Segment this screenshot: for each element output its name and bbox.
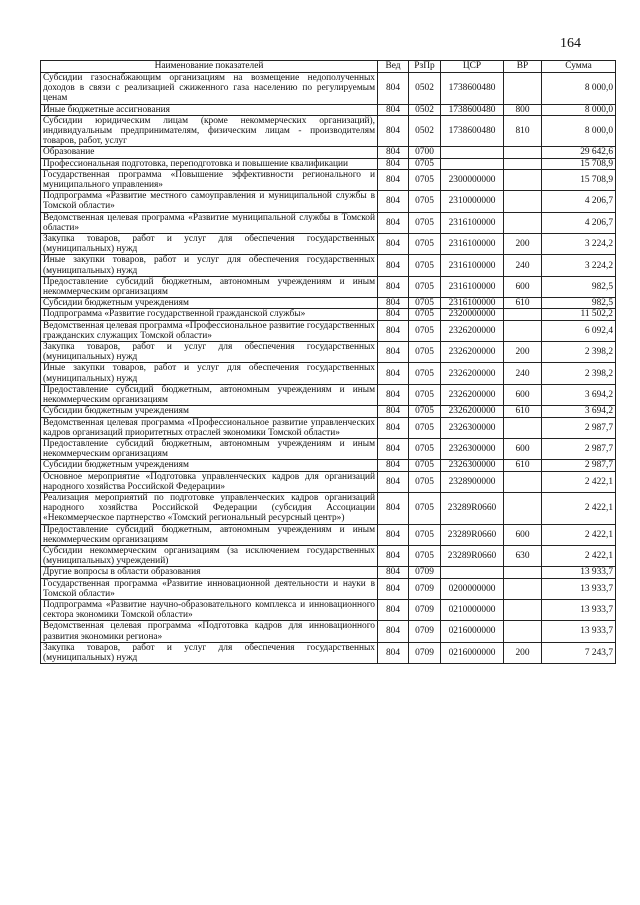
row-name: Закупка товаров, работ и услуг для обеспечения государственных (муниципальных) нужд — [41, 642, 378, 663]
row-vr: 610 — [504, 298, 542, 309]
row-sum: 4 206,7 — [542, 212, 616, 233]
row-name: Ведомственная целевая программа «Развитие муниципальной службы в Томской области» — [41, 212, 378, 233]
table-row — [41, 471, 616, 492]
row-csr: 0200000000 — [441, 578, 504, 599]
row-ved: 804 — [378, 384, 409, 405]
row-vr — [504, 212, 542, 233]
row-sum: 3 694,2 — [542, 406, 616, 417]
row-vr — [504, 471, 542, 492]
table-row — [41, 599, 616, 620]
table-row — [41, 363, 616, 384]
row-csr: 2300000000 — [441, 169, 504, 190]
row-vr: 610 — [504, 460, 542, 471]
row-name: Подпрограмма «Развитие научно-образовательного комплекса и инновационного сектора экономики Томской области» — [41, 599, 378, 620]
table-row — [41, 320, 616, 341]
row-vr: 600 — [504, 524, 542, 545]
row-ved: 804 — [378, 438, 409, 459]
row-ved: 804 — [378, 642, 409, 663]
row-name: Предоставление субсидий бюджетным, автономным учреждениям и иным некоммерческим организациям — [41, 438, 378, 459]
row-vr — [504, 621, 542, 642]
row-vr — [504, 417, 542, 438]
row-ved: 804 — [378, 406, 409, 417]
row-csr: 23289R0660 — [441, 492, 504, 524]
row-name: Предоставление субсидий бюджетным, автономным учреждениям и иным некоммерческим организациям — [41, 524, 378, 545]
row-ved: 804 — [378, 276, 409, 297]
row-vr: 240 — [504, 363, 542, 384]
row-name: Образование — [41, 147, 378, 158]
header-sum: Сумма — [542, 61, 616, 73]
row-name: Подпрограмма «Развитие местного самоуправления и муниципальной службы в Томской области» — [41, 191, 378, 212]
row-sum: 8 000,0 — [542, 115, 616, 147]
row-csr: 0210000000 — [441, 599, 504, 620]
row-ved: 804 — [378, 342, 409, 363]
table-row — [41, 342, 616, 363]
table-row — [41, 438, 616, 459]
row-sum: 2 422,1 — [542, 524, 616, 545]
row-vr — [504, 599, 542, 620]
row-sum: 3 224,2 — [542, 234, 616, 255]
table-row — [41, 460, 616, 471]
table-header-row — [41, 61, 616, 73]
row-vr: 630 — [504, 545, 542, 566]
row-name: Ведомственная целевая программа «Профессиональное развитие государственных гражданских служащих Томской области» — [41, 320, 378, 341]
row-csr — [441, 158, 504, 169]
row-vr — [504, 169, 542, 190]
row-sum: 15 708,9 — [542, 158, 616, 169]
row-ved: 804 — [378, 567, 409, 578]
row-rzpr: 0709 — [409, 642, 441, 663]
row-rzpr: 0705 — [409, 320, 441, 341]
row-sum: 2 422,1 — [542, 492, 616, 524]
row-csr: 2326200000 — [441, 406, 504, 417]
row-rzpr: 0705 — [409, 191, 441, 212]
row-rzpr: 0700 — [409, 147, 441, 158]
row-name: Подпрограмма «Развитие государственной гражданской службы» — [41, 309, 378, 320]
table-row — [41, 73, 616, 105]
row-rzpr: 0705 — [409, 298, 441, 309]
row-rzpr: 0502 — [409, 115, 441, 147]
row-ved: 804 — [378, 191, 409, 212]
row-sum: 13 933,7 — [542, 578, 616, 599]
row-sum: 15 708,9 — [542, 169, 616, 190]
table-row — [41, 417, 616, 438]
row-csr: 2326200000 — [441, 384, 504, 405]
row-name: Закупка товаров, работ и услуг для обеспечения государственных (муниципальных) нужд — [41, 342, 378, 363]
row-csr: 2316100000 — [441, 298, 504, 309]
row-csr: 2316100000 — [441, 255, 504, 276]
budget-table — [40, 60, 616, 664]
row-vr — [504, 492, 542, 524]
row-rzpr: 0705 — [409, 524, 441, 545]
row-rzpr: 0709 — [409, 621, 441, 642]
row-csr: 2326300000 — [441, 417, 504, 438]
row-csr — [441, 147, 504, 158]
row-rzpr: 0705 — [409, 255, 441, 276]
header-csr: ЦСР — [441, 61, 504, 73]
row-sum: 3 224,2 — [542, 255, 616, 276]
row-name: Реализация мероприятий по подготовке управленческих кадров организаций народного хозяйства Российской Федерации (субсидия Ассоциации «Некоммерческое партнерство «Томский региональный ресурсный центр») — [41, 492, 378, 524]
table-row — [41, 406, 616, 417]
row-name: Закупка товаров, работ и услуг для обеспечения государственных (муниципальных) нужд — [41, 234, 378, 255]
row-rzpr: 0709 — [409, 567, 441, 578]
row-ved: 804 — [378, 309, 409, 320]
row-ved: 804 — [378, 115, 409, 147]
row-sum: 3 694,2 — [542, 384, 616, 405]
row-name: Субсидии некоммерческим организациям (за исключением государственных (муниципальных) учреждений) — [41, 545, 378, 566]
row-csr: 2316100000 — [441, 212, 504, 233]
row-ved: 804 — [378, 460, 409, 471]
row-name: Предоставление субсидий бюджетным, автономным учреждениям и иным некоммерческим организациям — [41, 276, 378, 297]
row-sum: 2 422,1 — [542, 471, 616, 492]
row-vr — [504, 320, 542, 341]
row-rzpr: 0502 — [409, 73, 441, 105]
row-ved: 804 — [378, 147, 409, 158]
row-ved: 804 — [378, 73, 409, 105]
table-row — [41, 169, 616, 190]
row-rzpr: 0705 — [409, 158, 441, 169]
row-rzpr: 0705 — [409, 363, 441, 384]
table-row — [41, 492, 616, 524]
row-vr: 610 — [504, 406, 542, 417]
header-ved: Вед — [378, 61, 409, 73]
row-csr: 1738600480 — [441, 73, 504, 105]
row-vr — [504, 191, 542, 212]
row-rzpr: 0705 — [409, 460, 441, 471]
row-ved: 804 — [378, 104, 409, 115]
row-name: Иные бюджетные ассигнования — [41, 104, 378, 115]
row-vr — [504, 309, 542, 320]
row-sum: 13 933,7 — [542, 599, 616, 620]
row-ved: 804 — [378, 599, 409, 620]
row-vr: 200 — [504, 234, 542, 255]
table-row — [41, 212, 616, 233]
row-sum: 29 642,6 — [542, 147, 616, 158]
table-row — [41, 234, 616, 255]
table-row — [41, 255, 616, 276]
row-rzpr: 0705 — [409, 342, 441, 363]
header-name: Наименование показателей — [41, 61, 378, 73]
header-vr: ВР — [504, 61, 542, 73]
table-row — [41, 642, 616, 663]
row-sum: 4 206,7 — [542, 191, 616, 212]
row-vr — [504, 158, 542, 169]
row-ved: 804 — [378, 234, 409, 255]
row-vr — [504, 578, 542, 599]
row-name: Субсидии бюджетным учреждениям — [41, 406, 378, 417]
row-rzpr: 0705 — [409, 234, 441, 255]
row-sum: 11 502,2 — [542, 309, 616, 320]
row-rzpr: 0709 — [409, 578, 441, 599]
row-ved: 804 — [378, 578, 409, 599]
row-sum: 6 092,4 — [542, 320, 616, 341]
row-csr: 2316100000 — [441, 234, 504, 255]
table-row — [41, 147, 616, 158]
table-row — [41, 567, 616, 578]
row-csr: 2326200000 — [441, 320, 504, 341]
row-rzpr: 0705 — [409, 471, 441, 492]
row-rzpr: 0705 — [409, 276, 441, 297]
table-row — [41, 115, 616, 147]
row-sum: 2 422,1 — [542, 545, 616, 566]
table-body — [41, 73, 616, 664]
row-ved: 804 — [378, 417, 409, 438]
row-name: Другие вопросы в области образования — [41, 567, 378, 578]
row-csr: 0216000000 — [441, 621, 504, 642]
row-vr: 240 — [504, 255, 542, 276]
row-ved: 804 — [378, 545, 409, 566]
row-vr — [504, 147, 542, 158]
row-ved: 804 — [378, 492, 409, 524]
row-name: Субсидии бюджетным учреждениям — [41, 298, 378, 309]
row-csr: 2326300000 — [441, 438, 504, 459]
row-csr: 23289R0660 — [441, 545, 504, 566]
row-rzpr: 0705 — [409, 492, 441, 524]
row-vr — [504, 567, 542, 578]
table-row — [41, 621, 616, 642]
row-csr: 2320000000 — [441, 309, 504, 320]
row-csr: 0216000000 — [441, 642, 504, 663]
row-csr: 1738600480 — [441, 115, 504, 147]
table-row — [41, 191, 616, 212]
row-rzpr: 0705 — [409, 169, 441, 190]
table-row — [41, 158, 616, 169]
row-rzpr: 0705 — [409, 417, 441, 438]
row-sum: 13 933,7 — [542, 567, 616, 578]
row-name: Государственная программа «Развитие инновационной деятельности и науки в Томской области» — [41, 578, 378, 599]
row-ved: 804 — [378, 524, 409, 545]
row-sum: 8 000,0 — [542, 104, 616, 115]
row-rzpr: 0705 — [409, 545, 441, 566]
row-sum: 2 987,7 — [542, 460, 616, 471]
row-rzpr: 0705 — [409, 384, 441, 405]
table-row — [41, 309, 616, 320]
row-csr: 2310000000 — [441, 191, 504, 212]
header-rzpr: РзПр — [409, 61, 441, 73]
row-csr: 2328900000 — [441, 471, 504, 492]
row-name: Профессиональная подготовка, переподготовка и повышение квалификации — [41, 158, 378, 169]
row-ved: 804 — [378, 298, 409, 309]
row-ved: 804 — [378, 621, 409, 642]
row-name: Субсидии газоснабжающим организациям на возмещение недополученных доходов в связи с реализацией сжиженного газа населению по регулируемым ценам — [41, 73, 378, 105]
row-sum: 2 398,2 — [542, 342, 616, 363]
row-csr: 2316100000 — [441, 276, 504, 297]
row-sum: 2 987,7 — [542, 438, 616, 459]
row-sum: 8 000,0 — [542, 73, 616, 105]
table-row — [41, 545, 616, 566]
row-vr — [504, 73, 542, 105]
row-name: Государственная программа «Повышение эффективности регионального и муниципального управления» — [41, 169, 378, 190]
row-ved: 804 — [378, 320, 409, 341]
row-ved: 804 — [378, 255, 409, 276]
row-rzpr: 0709 — [409, 599, 441, 620]
row-sum: 2 398,2 — [542, 363, 616, 384]
row-sum: 7 243,7 — [542, 642, 616, 663]
table-row — [41, 104, 616, 115]
row-sum: 2 987,7 — [542, 417, 616, 438]
row-sum: 982,5 — [542, 276, 616, 297]
row-csr: 2326200000 — [441, 363, 504, 384]
row-rzpr: 0705 — [409, 212, 441, 233]
row-vr: 600 — [504, 384, 542, 405]
row-vr: 800 — [504, 104, 542, 115]
table-row — [41, 384, 616, 405]
row-csr: 2326200000 — [441, 342, 504, 363]
row-rzpr: 0705 — [409, 309, 441, 320]
row-vr: 200 — [504, 642, 542, 663]
row-rzpr: 0502 — [409, 104, 441, 115]
row-name: Иные закупки товаров, работ и услуг для обеспечения государственных (муниципальных) нужд — [41, 255, 378, 276]
table-row — [41, 578, 616, 599]
page-number: 164 — [560, 36, 581, 51]
row-name: Субсидии юридическим лицам (кроме некоммерческих организаций), индивидуальным предпринимателям, физическим лицам - производителям товаров, работ, услуг — [41, 115, 378, 147]
row-csr: 1738600480 — [441, 104, 504, 115]
row-name: Основное мероприятие «Подготовка управленческих кадров для организаций народного хозяйства Российской Федерации» — [41, 471, 378, 492]
row-sum: 13 933,7 — [542, 621, 616, 642]
row-vr: 600 — [504, 276, 542, 297]
table-row — [41, 276, 616, 297]
row-vr: 200 — [504, 342, 542, 363]
table-row — [41, 524, 616, 545]
row-ved: 804 — [378, 471, 409, 492]
row-sum: 982,5 — [542, 298, 616, 309]
row-csr — [441, 567, 504, 578]
table-row — [41, 298, 616, 309]
row-name: Предоставление субсидий бюджетным, автономным учреждениям и иным некоммерческим организациям — [41, 384, 378, 405]
row-rzpr: 0705 — [409, 438, 441, 459]
row-ved: 804 — [378, 363, 409, 384]
row-name: Ведомственная целевая программа «Профессиональное развитие управленческих кадров организаций приоритетных отраслей экономики Томской области» — [41, 417, 378, 438]
row-name: Ведомственная целевая программа «Подготовка кадров для инновационного развития экономики региона» — [41, 621, 378, 642]
row-csr: 2326300000 — [441, 460, 504, 471]
row-ved: 804 — [378, 212, 409, 233]
row-name: Иные закупки товаров, работ и услуг для обеспечения государственных (муниципальных) нужд — [41, 363, 378, 384]
row-ved: 804 — [378, 169, 409, 190]
row-rzpr: 0705 — [409, 406, 441, 417]
row-vr: 600 — [504, 438, 542, 459]
row-csr: 23289R0660 — [441, 524, 504, 545]
row-vr: 810 — [504, 115, 542, 147]
row-ved: 804 — [378, 158, 409, 169]
row-name: Субсидии бюджетным учреждениям — [41, 460, 378, 471]
